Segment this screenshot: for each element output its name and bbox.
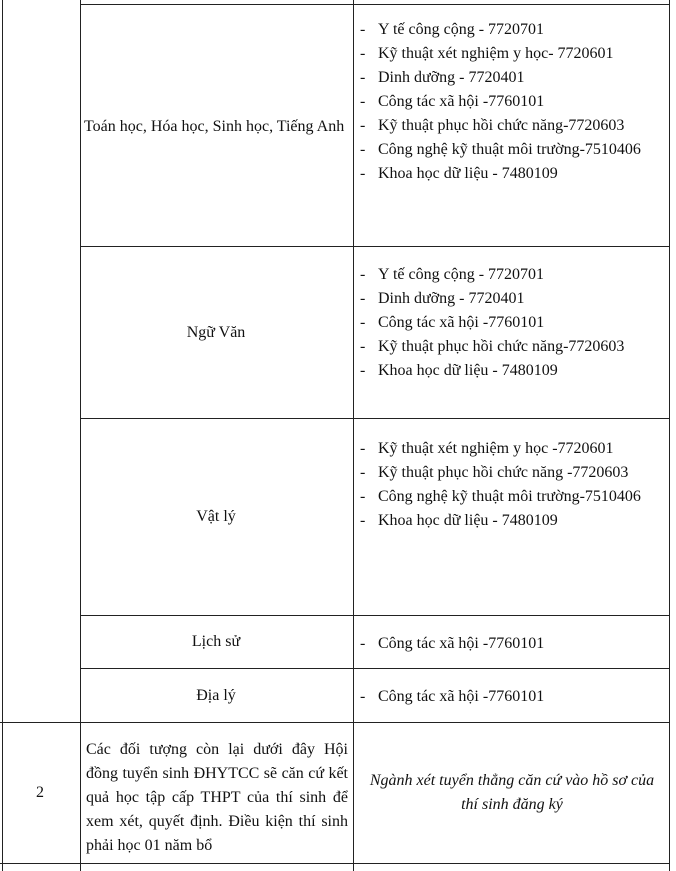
table-border-right (669, 0, 670, 871)
row-divider (0, 863, 670, 864)
majors-list (358, 263, 664, 383)
subject-label: Ngữ Văn (186, 323, 246, 341)
subject-cell (84, 616, 348, 668)
note-text: Ngành xét tuyển thẳng căn cứ vào hồ sơ của thí sinh đăng ký (369, 772, 655, 813)
major-item: - Kỹ thuật xét nghiệm y học- 7720601 (358, 42, 664, 66)
major-item: - Công tác xã hội -7760101 (358, 311, 664, 335)
description-cell (86, 738, 348, 858)
majors-list (358, 685, 664, 709)
note-cell (362, 723, 662, 863)
major-item: - Công tác xã hội -7760101 (358, 685, 664, 709)
subject-label: Vật lý (196, 508, 236, 525)
major-item: - Khoa học dữ liệu - 7480109 (358, 509, 664, 533)
subject-cell (84, 100, 348, 154)
major-item: - Y tế công cộng - 7720701 (358, 18, 664, 42)
majors-list (358, 632, 664, 656)
major-item: - Công nghệ kỹ thuật môi trường-7510406 (358, 485, 664, 509)
major-item: - Dinh dưỡng - 7720401 (358, 66, 664, 90)
major-item: - Kỹ thuật phục hồi chức năng-7720603 (358, 114, 664, 138)
column-divider-stt (80, 0, 81, 871)
subject-cell (84, 247, 348, 418)
major-item: - Khoa học dữ liệu - 7480109 (358, 359, 664, 383)
description-text: Các đối tượng còn lại dưới đây Hội đồng tuyển sinh ĐHYTCC sẽ căn cứ kết quả học tập cấp THPT của thí sinh để xem xét, quyết định. Điều kiện thí sinh phải học 01 năm bổ (86, 741, 348, 854)
column-divider-subject (353, 0, 354, 871)
majors-cell (358, 685, 664, 709)
major-item: - Kỹ thuật phục hồi chức năng-7720603 (358, 335, 664, 359)
majors-list (358, 437, 664, 533)
row-divider (80, 4, 670, 5)
major-item: - Công tác xã hội -7760101 (358, 90, 664, 114)
subject-cell (84, 669, 348, 722)
major-item: - Dinh dưỡng - 7720401 (358, 287, 664, 311)
subject-label: Địa lý (196, 686, 236, 704)
subject-cell (84, 419, 348, 615)
majors-cell (358, 18, 664, 186)
majors-cell (358, 263, 664, 383)
majors-cell (358, 437, 664, 533)
major-item: - Kỹ thuật xét nghiệm y học -7720601 (358, 437, 664, 461)
major-item: - Công nghệ kỹ thuật môi trường-7510406 (358, 138, 664, 162)
subject-label: Lịch sử (191, 633, 241, 650)
stt-cell (2, 723, 78, 863)
major-item: - Khoa học dữ liệu - 7480109 (358, 162, 664, 186)
major-item: - Y tế công cộng - 7720701 (358, 263, 664, 287)
row-number: 2 (36, 784, 44, 801)
subject-label: Toán học, Hóa học, Sinh học, Tiếng Anh (84, 118, 345, 135)
major-item: - Kỹ thuật phục hồi chức năng -7720603 (358, 461, 664, 485)
major-item: - Công tác xã hội -7760101 (358, 632, 664, 656)
majors-list (358, 18, 664, 186)
majors-cell (358, 632, 664, 656)
